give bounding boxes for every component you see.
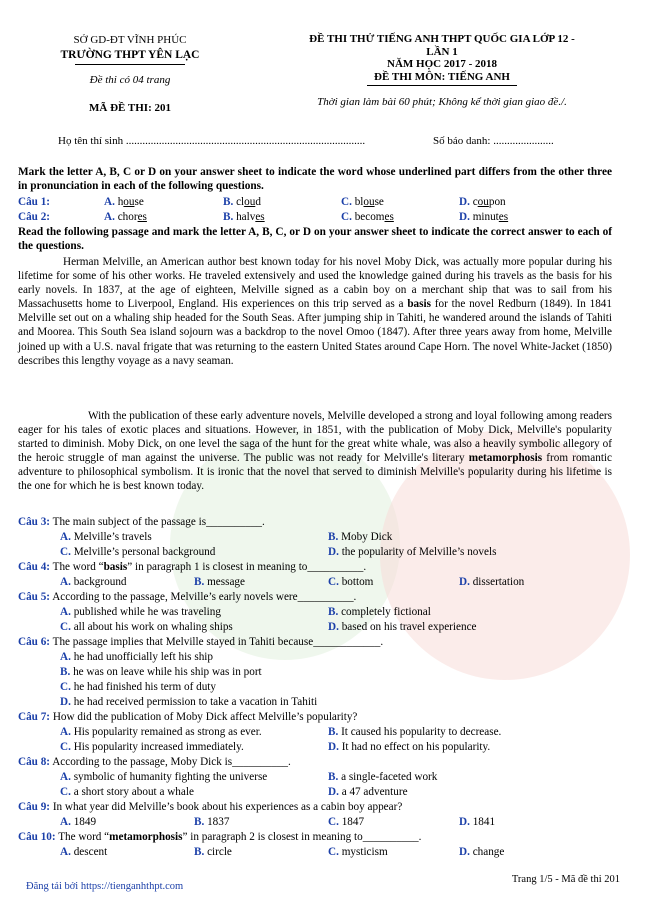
q3-a-letter: A. [60,531,71,543]
q3-option-d[interactable] [328,545,496,559]
q2-option-c[interactable] [341,210,394,224]
q7-option-c[interactable] [60,740,244,754]
q3-option-a[interactable] [60,530,152,544]
q4-c-letter: C. [328,576,339,588]
q4-d-letter: D. [459,576,470,588]
q7-option-a[interactable] [60,725,262,739]
q5-c-text: all about his work on whaling ships [70,621,233,633]
question-6-text: The passage implies that Melville stayed in Tahiti because____________. [50,636,384,648]
dept-name: SỞ GD-ĐT VĨNH PHÚC [73,34,187,46]
question-7-label: Câu 7: [18,711,51,723]
q10-a-text: descent [70,846,108,858]
q1-c-text: bl [354,196,364,208]
question-1-label: Câu 1: [18,196,51,208]
q10-option-d[interactable] [459,845,504,859]
exam-code: MÃ ĐỀ THI: 201 [89,102,171,114]
exam-title-line2: LẦN 1 [426,45,458,58]
q10-a-letter: A. [60,846,71,858]
p2-keyword-metamorphosis: metamorphosis [468,452,543,465]
q6-b-letter: B. [60,666,71,678]
q5-a-letter: A. [60,606,71,618]
q6-c-text: he had finished his term of duty [70,681,216,693]
time-note: Thời gian làm bài 60 phút; Không kể thời gian giao đề./. [317,96,567,108]
school-name: TRƯỜNG THPT YÊN LẠC [60,49,200,61]
q9-option-a[interactable] [60,815,96,829]
q5-option-d[interactable] [328,620,477,634]
q10-c-text: mysticism [338,846,388,858]
candidate-id-field: Số báo danh: ...................... [433,135,554,147]
q2-a-underline: es [137,211,147,223]
q6-a-text: he had unofficially left his ship [70,651,213,663]
question-3 [18,515,618,529]
q1-d-underline: ou [477,196,489,208]
q8-d-letter: D. [328,786,339,798]
q8-option-d[interactable] [328,785,408,799]
question-6 [18,635,618,649]
q1-b-letter: B. [223,196,234,208]
question-5-text: According to the passage, Melville’s early novels were__________. [50,591,357,603]
q5-option-c[interactable] [60,620,233,634]
q3-b-letter: B. [328,531,339,543]
question-5 [18,590,618,604]
q6-d-text: he had received permission to take a vacation in Tahiti [70,696,318,708]
q8-option-c[interactable] [60,785,194,799]
page-count-note: Đề thi có 04 trang [89,74,171,86]
p2-text-start: With the publication of these early adventure novels, Melville developed a strong and loyal following among readers eager for his tales of exotic places and situations. However, in 1851, with the publication of Moby Dick, Melville's popularity started to diminish. Moby Dick, on one level the saga of the hunt for the great white whale, was also a heavily symbolic allegory of the heroic struggle of man against the universe. The public was not ready for Melville's literary [18,410,612,465]
section1-instruction: Mark the letter A, B, C or D on your answer sheet to indicate the word whose underlined part differs from the other three in pronunciation in each of the following questions. [18,166,612,192]
q8-a-letter: A. [60,771,71,783]
q10-c-letter: C. [328,846,339,858]
q2-b-underline: es [255,211,265,223]
q7-option-b[interactable] [328,725,501,739]
question-8-label: Câu 8: [18,756,51,768]
q2-c-text: becom [354,211,385,223]
header-right [262,33,622,109]
q9-c-letter: C. [328,816,339,828]
q2-d-underline: es [498,211,509,223]
question-10-text-end: ” in paragraph 2 is closest in meaning to__________. [182,831,422,843]
footer-page-number: Trang 1/5 - Mã đề thi 201 [511,874,620,885]
q2-b-text: halv [236,211,256,223]
q8-d-text: a 47 adventure [338,786,408,798]
header-right-rule [367,85,517,86]
q1-option-d[interactable] [459,195,506,209]
q10-option-b[interactable] [194,845,232,859]
q5-a-text: published while he was traveling [70,606,221,618]
p2-text-end: from romantic adventure to philosophical symbolism. It is ironic that the novel that served to diminish Melville's popularity during his lifetime is the one for which he is best known today. [18,452,612,493]
q1-a-text-end: se [134,196,144,208]
q7-b-text: It caused his popularity to decrease. [338,726,502,738]
q1-option-a[interactable] [104,195,144,209]
q10-b-letter: B. [194,846,205,858]
question-8-text: According to the passage, Moby Dick is__________. [50,756,291,768]
q5-d-letter: D. [328,621,339,633]
q1-a-text: h [117,196,124,208]
question-9-text: In what year did Melville’s book about his experiences as a cabin boy appear? [50,801,403,813]
question-6-label: Câu 6: [18,636,51,648]
q6-b-text: he was on leave while his ship was in port [70,666,262,678]
q1-b-underline: ou [244,196,256,208]
q1-d-text-end: pon [488,196,506,208]
q10-d-letter: D. [459,846,470,858]
q1-option-b[interactable] [223,195,261,209]
q2-a-letter: A. [104,211,115,223]
footer-source-link[interactable]: Đăng tải bởi https://tienganhthpt.com [26,881,184,892]
q5-c-letter: C. [60,621,71,633]
question-3-label: Câu 3: [18,516,51,528]
q3-option-b[interactable] [328,530,392,544]
q10-d-text: change [469,846,505,858]
question-10-text-start: The word “ [55,831,110,843]
q8-option-a[interactable] [60,770,267,784]
q4-option-a[interactable] [60,575,127,589]
exam-title-line3: NĂM HỌC 2017 - 2018 [387,58,497,70]
q3-c-text: Melville’s personal background [70,546,216,558]
q4-a-text: background [70,576,127,588]
p1-keyword-basis: basis [407,298,431,311]
q8-b-text: a single-faceted work [338,771,438,783]
q9-d-text: 1841 [469,816,496,828]
q3-a-text: Melville’s travels [70,531,152,543]
q1-c-letter: C. [341,196,352,208]
exam-title-line4: ĐỀ THI MÔN: TIẾNG ANH [374,70,510,83]
q5-option-a[interactable] [60,605,221,619]
q1-b-text-end: d [255,196,261,208]
q1-a-underline: ou [123,196,135,208]
q4-b-text: message [204,576,245,588]
passage-paragraph-2 [18,409,612,494]
q4-option-c[interactable] [328,575,373,589]
q4-option-b[interactable] [194,575,245,589]
question-4-text-end: ” in paragraph 1 is closest in meaning to__________. [127,561,367,573]
q7-d-letter: D. [328,741,339,753]
q7-option-d[interactable] [328,740,490,754]
q2-d-text: minut [472,211,499,223]
q2-option-a[interactable] [104,210,147,224]
q7-a-letter: A. [60,726,71,738]
q4-a-letter: A. [60,576,71,588]
question-8 [18,755,618,769]
question-4-label: Câu 4: [18,561,51,573]
question-10 [18,830,618,844]
header-left [30,33,230,116]
q8-option-b[interactable] [328,770,437,784]
q2-c-underline: es [384,211,394,223]
q3-d-letter: D. [328,546,339,558]
q4-d-text: dissertation [469,576,525,588]
question-9-label: Câu 9: [18,801,51,813]
question-9 [18,800,618,814]
question-7 [18,710,618,724]
question-2-label: Câu 2: [18,211,51,223]
q9-a-text: 1849 [70,816,97,828]
q9-b-letter: B. [194,816,205,828]
q6-a-letter: A. [60,651,71,663]
q7-b-letter: B. [328,726,339,738]
q8-a-text: symbolic of humanity fighting the universe [70,771,268,783]
q1-d-text: c [472,196,478,208]
q1-d-letter: D. [459,196,470,208]
candidate-name-field: Họ tên thí sinh ....................................................................................... [58,135,366,147]
q9-d-letter: D. [459,816,470,828]
q10-option-c[interactable] [328,845,388,859]
q9-option-c[interactable] [328,815,364,829]
q4-b-letter: B. [194,576,205,588]
question-4-text-start: The word “ [50,561,104,573]
q2-a-text: chor [117,211,138,223]
q7-d-text: It had no effect on his popularity. [338,741,491,753]
q6-c-letter: C. [60,681,71,693]
question-4 [18,560,618,574]
q7-c-letter: C. [60,741,71,753]
passage-paragraph-1 [18,255,612,368]
q1-c-text-end: se [374,196,384,208]
p1-text-end: for the novel Redburn (1849). In 1841 Melville set out on a whaling ship headed for the South Seas. After jumping ship in Tahiti, he wandered around the islands of Tahiti and Moorea. This South Sea island sojourn was a backdrop to the novel Omoo (1847). After three years away from home, Melville joined up with a U.S. naval frigate that was returning to the eastern United States around Cape Horn. The novel White-Jacket (1850) describes this lengthy voyage as a navy seaman. [18,298,612,367]
question-4-keyword: basis [103,561,128,573]
q10-b-text: circle [204,846,232,858]
q9-b-text: 1837 [204,816,230,828]
q1-b-text: cl [236,196,245,208]
q2-d-letter: D. [459,211,470,223]
q6-d-letter: D. [60,696,71,708]
q8-c-letter: C. [60,786,71,798]
q2-option-b[interactable] [223,210,265,224]
q3-b-text: Moby Dick [338,531,393,543]
q9-c-text: 1847 [338,816,365,828]
question-5-label: Câu 5: [18,591,51,603]
q7-c-text: His popularity increased immediately. [70,741,244,753]
exam-title-line1: ĐỀ THI THỬ TIẾNG ANH THPT QUỐC GIA LỚP 12 - [309,33,575,45]
q8-b-letter: B. [328,771,339,783]
q2-option-d[interactable] [459,210,508,224]
question-10-label: Câu 10: [18,831,56,843]
q1-a-letter: A. [104,196,115,208]
q5-option-b[interactable] [328,605,431,619]
q3-d-text: the popularity of Melville’s novels [338,546,497,558]
q9-a-letter: A. [60,816,71,828]
q3-c-letter: C. [60,546,71,558]
q5-b-text: completely fictional [338,606,431,618]
header-left-rule [75,64,185,65]
q1-option-c[interactable] [341,195,384,209]
q5-d-text: based on his travel experience [338,621,477,633]
q2-c-letter: C. [341,211,352,223]
question-3-text: The main subject of the passage is__________. [50,516,265,528]
q10-option-a[interactable] [60,845,107,859]
question-7-text: How did the publication of Moby Dick affect Melville’s popularity? [50,711,358,723]
section2-instruction: Read the following passage and mark the letter A, B, C, or D on your answer sheet to indicate the correct answer to each of the questions. [18,226,612,252]
q2-b-letter: B. [223,211,234,223]
q8-c-text: a short story about a whale [70,786,194,798]
q3-option-c[interactable] [60,545,215,559]
q7-a-text: His popularity remained as strong as ever. [70,726,262,738]
question-10-keyword: metamorphosis [109,831,183,843]
q5-b-letter: B. [328,606,339,618]
q1-c-underline: ou [363,196,375,208]
q9-option-b[interactable] [194,815,229,829]
q9-option-d[interactable] [459,815,495,829]
q4-option-d[interactable] [459,575,524,589]
q4-c-text: bottom [338,576,374,588]
p1-text-start: Herman Melville, an American author best known today for his novel Moby Dick, was actually more popular during his lifetime for some of his other works. He traveled extensively and used the knowledge gained during his travels as the basis for his early novels. In 1837, at the age of eighteen, Melville signed as a cabin boy on a merchant ship that was to sail from his Massachusetts home to Liverpool, England. His experiences on this trip served as a [18,256,612,311]
